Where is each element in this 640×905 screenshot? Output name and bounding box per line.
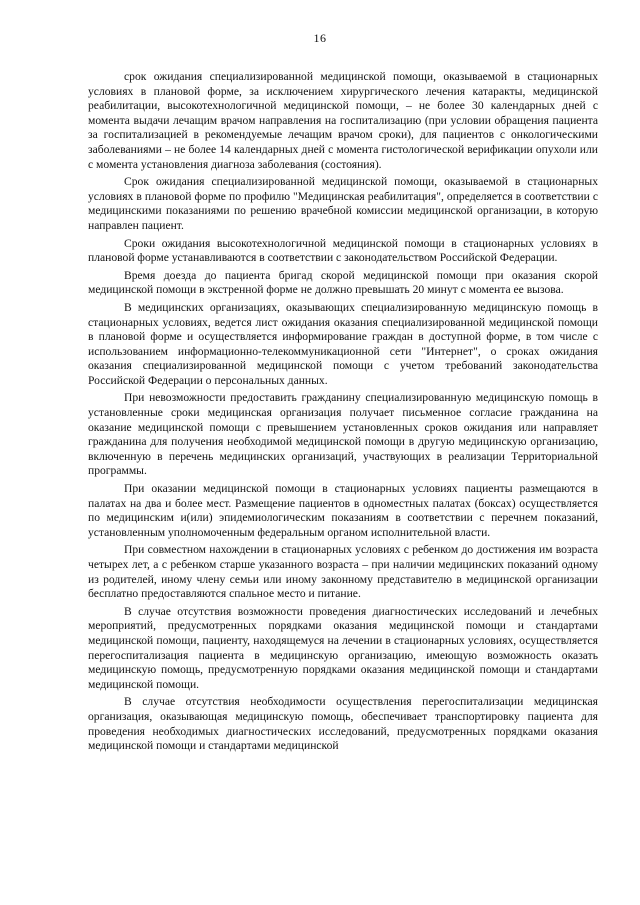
paragraph-high-tech-waiting: Сроки ожидания высокотехнологичной медицинской помощи в стационарных условиях в плановой форме устанавливаются в соответствии с законодательством Российской Федерации. [88,236,598,265]
paragraph-waiting-list: В медицинских организациях, оказывающих специализированную медицинскую помощь в стационарных условиях, ведется лист ожидания оказания специализированной медицинской помощи в плановой форме и осуществляется информирование граждан в доступной форме, в том числе с использованием информационно-телекоммуникационной сети "Интернет", о сроках ожидания оказания специализированной медицинской помощи с учетом требований законодательства Российской Федерации о персональных данных. [88,300,598,387]
paragraph-ambulance-arrival-time: Время доезда до пациента бригад скорой медицинской помощи при оказания скорой медицинской помощи в экстренной форме не должно превышать 20 минут с момента ее вызова. [88,268,598,297]
paragraph-rehabilitation-waiting: Срок ожидания специализированной медицинской помощи, оказываемой в стационарных условиях в плановой форме по профилю "Медицинская реабилитация", определяется в соответствии с медицинскими показаниями по решению врачебной комиссии медицинской организации, в которую направлен пациент. [88,175,598,232]
document-body [88,70,598,754]
paragraph-waiting-period-planned: срок ожидания специализированной медицинской помощи, оказываемой в стационарных условиях в плановой форме, за исключением хирургического лечения катаракты, медицинской реабилитации, высокотехнологичной медицинской помощи, – не более 30 календарных дней с момента выдачи лечащим врачом направления на госпитализацию (при условии обращения пациента за госпитализацией в рекомендуемые лечащим врачом сроки), для пациентов с онкологическими заболеваниями – не более 14 календарных дней с момента гистологической верификации опухоли или с момента установления диагноза заболевания (состояния). [88,70,598,171]
paragraph-written-consent: При невозможности предоставить гражданину специализированную медицинскую помощь в установленные сроки медицинская организация получает письменное согласие гражданина на оказание медицинской помощи с превышением установленных сроков ожидания или направляет гражданина для получения необходимой медицинской помощи в другую медицинскую организацию, включенную в перечень медицинских организаций, участвующих в реализации Территориальной программы. [88,391,598,478]
paragraph-rehospitalization: В случае отсутствия возможности проведения диагностических исследований и лечебных мероприятий, предусмотренных порядками оказания медицинской помощи и стандартами медицинской помощи, пациенту, находящемуся на лечении в стационарных условиях, осуществляется перегоспитализация пациента в медицинскую организацию, имеющую возможность оказать медицинскую помощь, предусмотренную порядками оказания медицинской помощи и стандартами медицинской помощи. [88,604,598,691]
paragraph-patient-transport: В случае отсутствия необходимости осуществления перегоспитализации медицинская организация, оказывающая медицинскую помощь, обеспечивает транспортировку пациента для проведения необходимых диагностических исследований, предусмотренных порядками оказания медицинской помощи и стандартами медицинской [88,695,598,753]
page-number: 16 [313,31,327,45]
paragraph-ward-placement: При оказании медицинской помощи в стационарных условиях пациенты размещаются в палатах на два и более мест. Размещение пациентов в одноместных палатах (боксах) осуществляется по медицинским и(или) эпидемиологическим показаниям в соответствии с перечнем показаний, установленным уполномоченным федеральным органом исполнительной власти. [88,482,598,539]
paragraph-parent-stay: При совместном нахождении в стационарных условиях с ребенком до достижения им возраста четырех лет, а с ребенком старше указанного возраста – при наличии медицинских показаний одному из родителей, иному члену семьи или иному законному представителю в медицинской организации бесплатно предоставляются спальное место и питание. [88,543,598,601]
